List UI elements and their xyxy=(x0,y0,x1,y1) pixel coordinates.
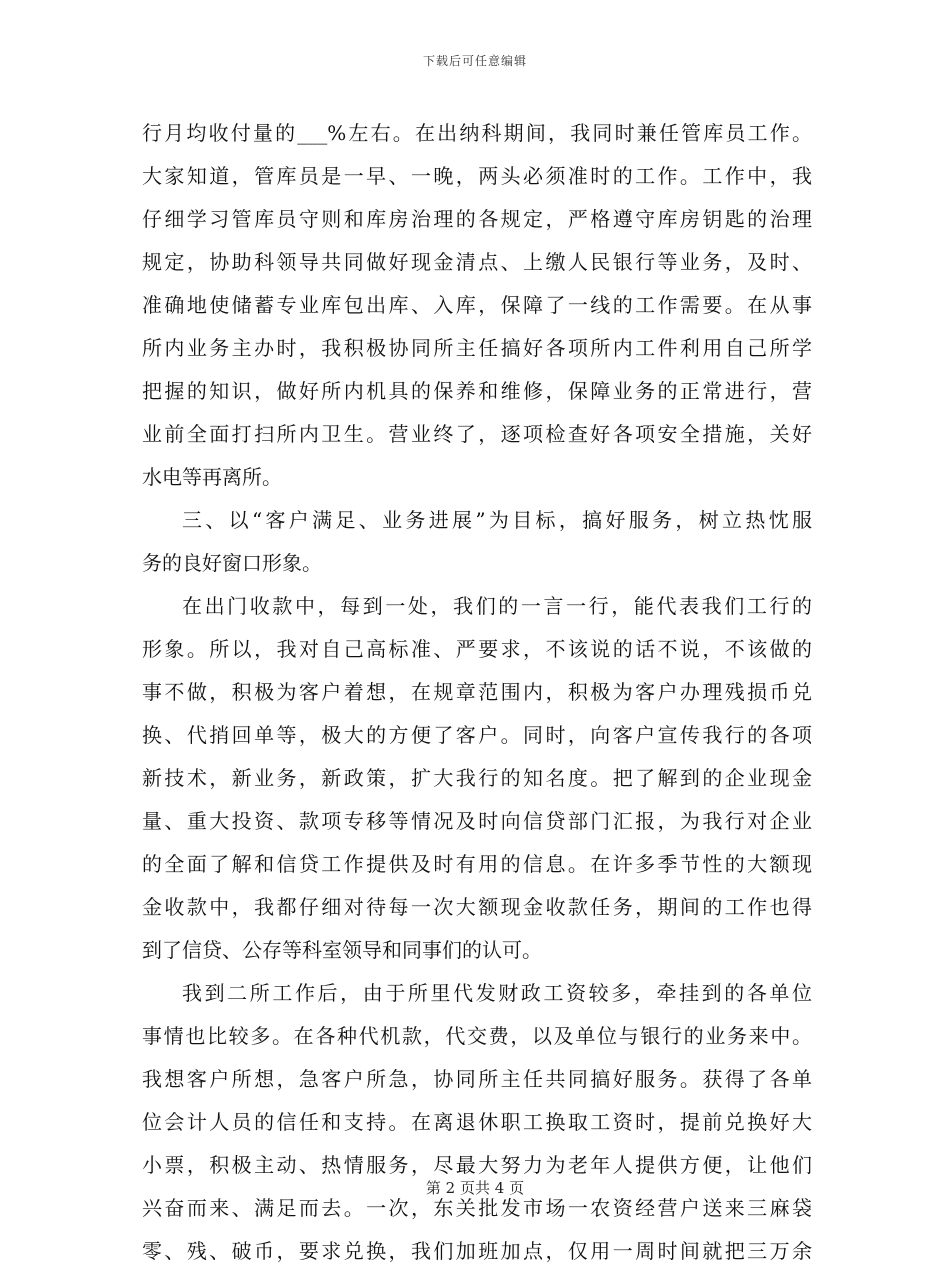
text-line: 事情也比较多。在各种代机款，代交费，以及单位与银行的业务来中。 xyxy=(142,1024,812,1048)
text-line: 金收款中，我都仔细对待每一次大额现金收款任务，期间的工作也得 xyxy=(142,895,812,919)
page-header: 下载后可任意编辑 xyxy=(422,54,527,68)
text-line: 务的良好窗口形象。 xyxy=(142,551,322,575)
text-line: 所内业务主办时，我积极协同所主任搞好各项所内工件利用自己所学 xyxy=(142,336,812,360)
text-line: 小票，积极主动、热情服务，尽最大努力为老年人提供方便，让他们 xyxy=(142,1153,812,1177)
text-line: 准确地使储蓄专业库包出库、入库，保障了一线的工作需要。在从事 xyxy=(142,293,812,317)
text-line: 水电等再离所。 xyxy=(142,465,282,489)
text-line: 仔细学习管库员守则和库房治理的各规定，严格遵守库房钥匙的治理 xyxy=(142,207,812,231)
text-line: 换、代捎回单等，极大的方便了客户。同时，向客户宣传我行的各项 xyxy=(142,723,812,747)
text-line: 事不做，积极为客户着想，在规章范围内，积极为客户办理残损币兑 xyxy=(142,680,812,704)
text-line: 新技术，新业务，新政策，扩大我行的知名度。把了解到的企业现金 xyxy=(142,766,812,790)
text-line: 大家知道，管库员是一早、一晚，两头必须准时的工作。工作中，我 xyxy=(142,164,812,188)
text-line: 我到二所工作后，由于所里代发财政工资较多，牵挂到的各单位 xyxy=(182,981,812,1005)
text-line: 行月均收付量的___%左右。在出纳科期间，我同时兼任管库员工作。 xyxy=(142,121,812,145)
text-line: 位会计人员的信任和支持。在离退休职工换取工资时，提前兑换好大 xyxy=(142,1110,812,1134)
text-line: 规定，协助科领导共同做好现金清点、上缴人民银行等业务，及时、 xyxy=(142,250,812,274)
text-line: 形象。所以，我对自己高标准、严要求，不该说的话不说，不该做的 xyxy=(142,637,812,661)
text-line: 零、残、破币，要求兑换，我们加班加点，仅用一周时间就把三万余 xyxy=(142,1239,812,1263)
text-line: 兴奋而来、满足而去。一次，东关批发市场一农资经营户送来三麻袋 xyxy=(142,1196,812,1220)
document-body xyxy=(142,112,812,1273)
text-line: 业前全面打扫所内卫生。营业终了，逐项检查好各项安全措施，关好 xyxy=(142,422,812,446)
page-footer: 第 2 页共 4 页 xyxy=(425,1179,525,1197)
text-line: 在出门收款中，每到一处，我们的一言一行，能代表我们工行的 xyxy=(182,594,812,618)
text-line: 量、重大投资、款项专移等情况及时向信贷部门汇报，为我行对企业 xyxy=(142,809,812,833)
text-line: 到了信贷、公存等科室领导和同事们的认可。 xyxy=(142,938,542,962)
text-line: 三、以“客户满足、业务进展”为目标，搞好服务，树立热忱服 xyxy=(182,508,812,532)
text-line: 把握的知识，做好所内机具的保养和维修，保障业务的正常进行，营 xyxy=(142,379,812,403)
text-line: 的全面了解和信贷工作提供及时有用的信息。在许多季节性的大额现 xyxy=(142,852,812,876)
text-line: 我想客户所想，急客户所急，协同所主任共同搞好服务。获得了各单 xyxy=(142,1067,812,1091)
